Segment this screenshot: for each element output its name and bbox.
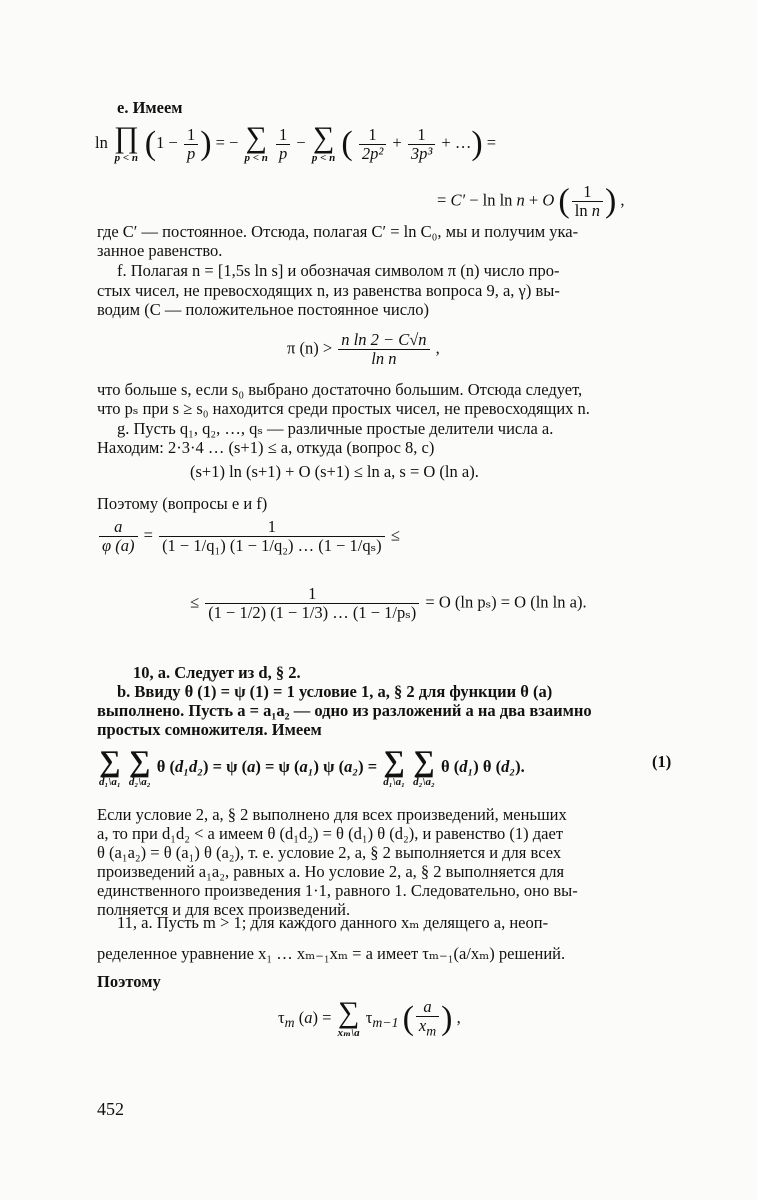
equation-number: (1) — [652, 752, 672, 771]
page-number: 452 — [97, 1099, 124, 1119]
s11-text-line-2: ределенное уравнение x₁ … xₘ₋₁xₘ = a имеет τₘ₋₁(a/xₘ) решений. — [97, 944, 566, 963]
s11-text-line-3: Поэтому — [97, 972, 161, 991]
sum-operator: ∑ d₁\a₁ — [99, 745, 121, 788]
s10-b-line-2: выполнено. Пусть a = a₁a₂ — одно из разложений a на два взаимно — [97, 701, 592, 720]
s10-text-line-4: произведений a₁a₂, равных a. Но условие 2, a, § 2 выполняется для — [97, 862, 565, 881]
g-text-line-3: Поэтому (вопросы e и f) — [97, 494, 268, 513]
g-formula: (s+1) ln (s+1) + O (s+1) ≤ ln a, s = O (ln a). — [190, 462, 479, 481]
sum-operator: ∑ p < n — [311, 121, 336, 164]
fraction: $\frac{1}{p}$ — [276, 126, 290, 163]
e-formula-line-2: = C′ − ln ln n + O ( $\frac{1}{\text{ln n}}$ ) , — [437, 182, 625, 220]
f-formula: π (n) > $\frac{\text{n ln 2 − C√n}}{\text{ln n}}$ , — [287, 330, 440, 368]
s10-text-line-1: Если условие 2, a, § 2 выполнено для всех произведений, меньших — [97, 805, 567, 824]
s10-b-line-1: b. Ввиду θ (1) = ψ (1) = 1 условие 1, a, § 2 для функции θ (a) — [117, 682, 553, 701]
sum-operator: ∑ d₁\a₁ — [383, 745, 405, 788]
fraction: $\frac{1}{\text{ln n}}$ — [572, 183, 603, 220]
e-formula-line-1: ln ∏ p < n (1 − $\frac{1}{p}$ ) = − ∑ p < n $\frac{1}{p}$ − ∑ p < n ( $\frac{1}{\text{2p²}}$ + $\frac{1}{\text{3p³}}$ + …) = — [95, 121, 497, 164]
s11-text-line-1: 11, a. Пусть m > 1; для каждого данного xₘ делящего a, неоп- — [117, 913, 549, 932]
g-text-line-1: g. Пусть q₁, q₂, …, qₛ — различные простые делители числа a. — [117, 419, 554, 438]
e-intro: e. Имеем — [117, 98, 183, 117]
product-operator: ∏ p < n — [113, 121, 139, 164]
s10-b-line-3: простых сомножителя. Имеем — [97, 720, 322, 739]
g-formula-line-2: ≤ $\frac{1}{\text{(1 − 1/2) (1 − 1/3) … (1 − 1/pₛ)}}$ = O (ln pₛ) = O (ln ln a). — [190, 584, 587, 622]
sum-operator: ∑ p < n — [244, 121, 268, 164]
fraction: $\frac{1}{\text{(1 − 1/2) (1 − 1/3) … (1 − 1/pₛ)}}$ — [205, 585, 419, 622]
g-text-line-2: Находим: 2·3·4 … (s+1) ≤ a, откуда (вопрос 8, c) — [97, 438, 435, 457]
s10-formula: ∑ d₁\a₁ ∑ d₂\a₂ θ (d₁d₂) = ψ (a) = ψ (a₁) ψ (a₂) = ∑ d₁\a₁ ∑ d₂\a₂ θ (d₁) θ (d₂). — [99, 745, 525, 788]
fraction: $\frac{1}{\text{3p³}}$ — [408, 126, 435, 163]
f-text-line-5: что pₛ при s ≥ s₀ находится среди простых чисел, не превосходящих n. — [97, 399, 590, 418]
f-text-line-1: f. Полагая n = [1,5s ln s] и обозначая символом π (n) число про- — [117, 261, 560, 280]
f-text-line-2: стых чисел, не превосходящих n, из равенства вопроса 9, a, γ) вы- — [97, 281, 560, 300]
s10-text-line-2: a, то при d₁d₂ < a имеем θ (d₁d₂) = θ (d₁) θ (d₂), и равенство (1) дает — [97, 824, 564, 843]
s10-a: 10, a. Следует из d, § 2. — [133, 663, 301, 682]
sum-operator: ∑ d₂\a₂ — [128, 745, 151, 788]
e-text-line-2: занное равенство. — [97, 241, 223, 260]
fraction: $\frac{a}{x_m}$ — [416, 998, 439, 1040]
f-text-line-3: водим (C — положительное постоянное число) — [97, 300, 430, 319]
fraction: $\frac{1}{\text{(1 − 1/q₁) (1 − 1/q₂) … (1 − 1/qₛ)}}$ — [159, 518, 385, 555]
fraction: $\frac{\text{n ln 2 − C√n}}{\text{ln n}}$ — [338, 331, 429, 368]
e-formula-lhs: ln — [95, 132, 108, 152]
e-text-line-1: где C′ — постоянное. Отсюда, полагая C′ = ln C₀, мы и получим ука- — [97, 222, 579, 241]
s10-text-line-5: единственного произведения 1·1, равного 1. Следовательно, оно вы- — [97, 881, 578, 900]
s10-text-line-6: полняется и для всех произведений. — [97, 900, 351, 919]
sum-operator: ∑ d₂\a₂ — [413, 745, 435, 788]
fraction: $\frac{a}{\varphi (a)}$ — [99, 518, 138, 555]
fraction: $\frac{1}{p}$ — [184, 126, 198, 163]
s11-formula: $\tau_m$ (a) = ∑ xₘ\a $\tau_{m-1}$ ( $\frac{a}{x_m}$ ) , — [278, 996, 461, 1040]
f-text-line-4: что больше s, если s₀ выбрано достаточно большим. Отсюда следует, — [97, 380, 583, 399]
sum-operator: ∑ xₘ\a — [337, 996, 360, 1040]
s10-text-line-3: θ (a₁a₂) = θ (a₁) θ (a₂), т. е. условие 2, a, § 2 выполняется и для всех — [97, 843, 562, 862]
g-formula-line-1: $\frac{a}{\varphi (a)}$ = $\frac{1}{\text{(1 − 1/q₁) (1 − 1/q₂) … (1 − 1/qₛ)}}$ ≤ — [97, 518, 400, 555]
fraction: $\frac{1}{\text{2p²}}$ — [359, 126, 386, 163]
